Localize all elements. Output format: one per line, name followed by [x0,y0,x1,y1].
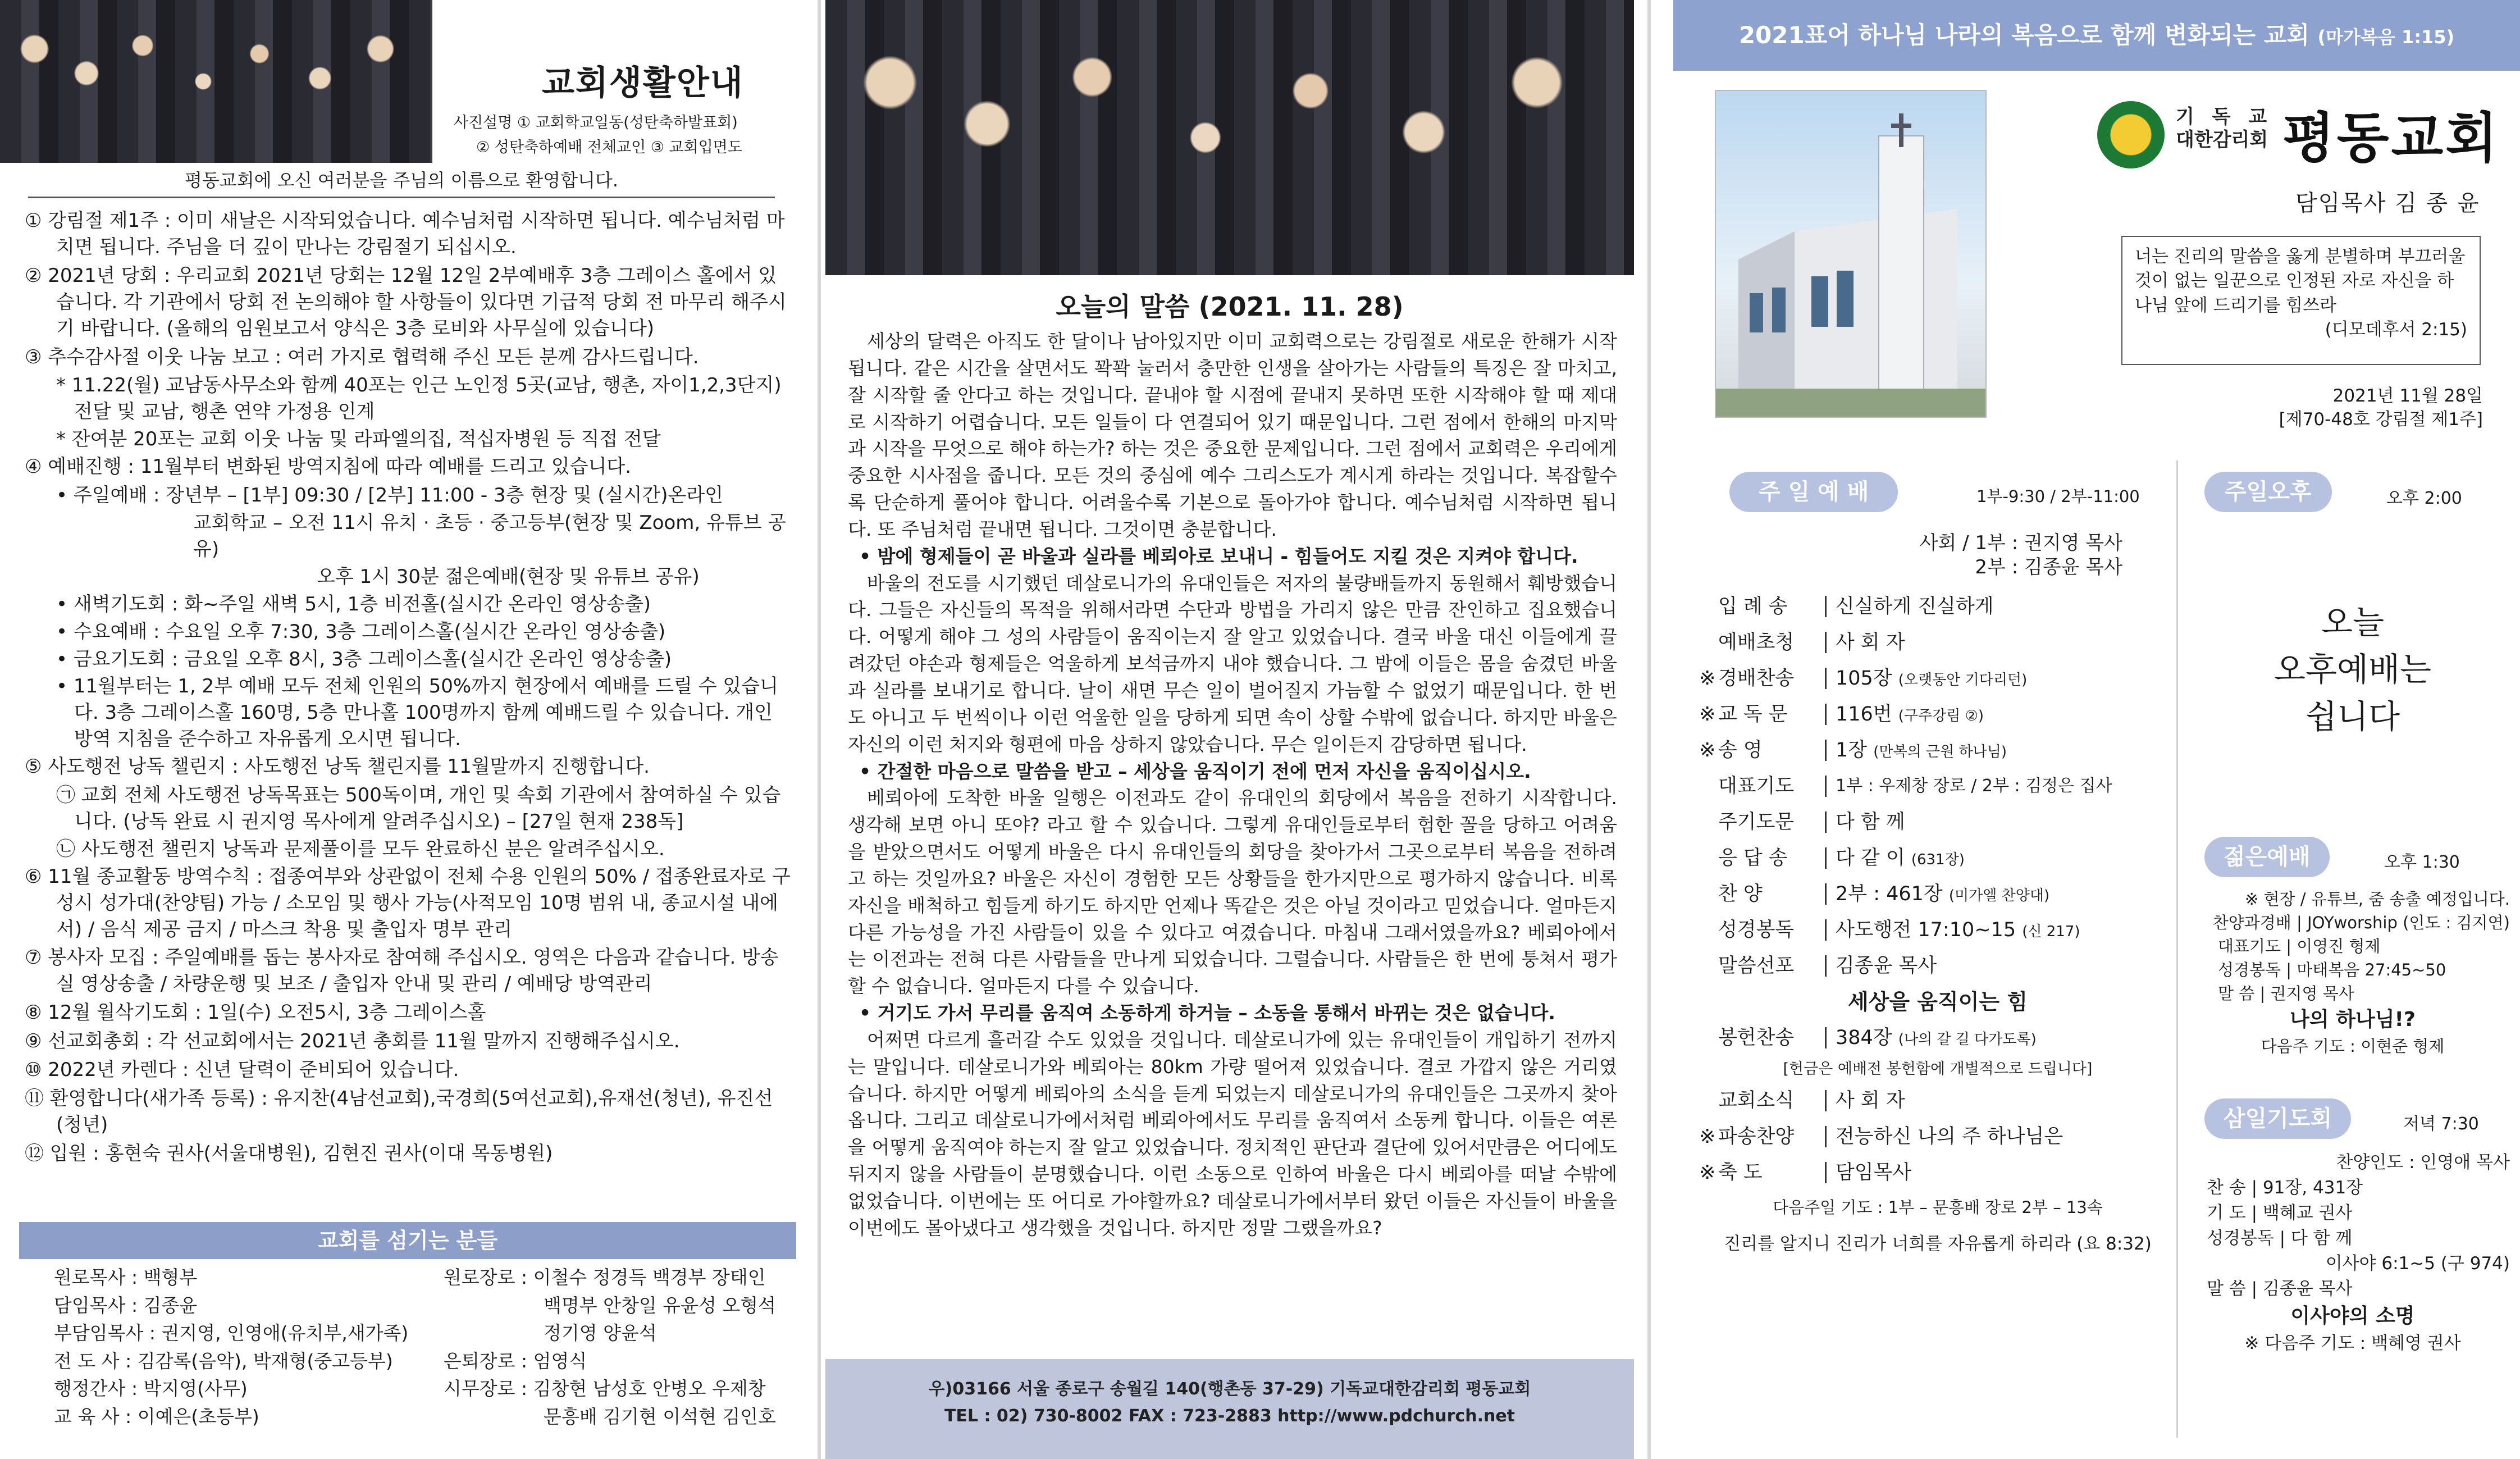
young-line: 대표기도 | 이영진 형제 [2218,937,2381,956]
worship-order-row: 예배초청 사 회 자 [1718,631,1905,654]
staff-line: 문흥배 김기현 이석현 김인호 [544,1405,777,1428]
wed-line: 이사야 6:1~5 (구 974) [2325,1253,2510,1274]
notice-worship-wednesday: • 수요예배 : 수요일 오후 7:30, 3층 그레이스홀(실시간 온라인 영상송출) [56,620,666,643]
sermon-column [825,0,1634,1459]
notice-worship-school: 교회학교 – 오전 11시 유치 · 초등 · 중고등부(현장 및 Zoom, 유튜브 공유) [193,511,787,560]
worship-order-column [1673,0,2520,1459]
wednesday-prayer-pill: 삼일기도회 [2204,1098,2351,1139]
notice-quarantine-rules: ⑥ 11월 종교활동 방역수칙 : 접종여부와 상관없이 전체 수용 인원의 50% / 접종완료자로 구성시 성가대(찬양팀) 가능 / 소모임 및 행사 가능(사적모임 10명 범위 내, 종교시설 내에서) / 음식 제공 금지 / 마스크 착용 및 출입자 명부 관리 [25,865,791,941]
wed-line: 찬양인도 : 인영애 목사 [2336,1152,2510,1173]
church-address-footer [825,1359,1634,1459]
worship-order-row: 찬 양 2부 : 461장 (미가엘 찬양대) [1718,882,2050,905]
staff-line: 전 도 사 : 김감록(음악), 박재형(중고등부) [54,1349,393,1372]
notice-thanksgiving: ③ 추수감사절 이웃 나눔 보고 : 여러 가지로 협력해 주신 모든 분께 감사드립니다. [25,345,699,368]
sunday-afternoon-time: 오후 2:00 [2386,489,2462,508]
young-worship-details [2195,887,2510,1058]
offering-note: [헌금은 예배전 봉헌함에 개별적으로 드립니다] [1783,1060,2093,1078]
wednesday-prayer-time: 저녁 7:30 [2403,1114,2479,1134]
worship-order-row: ※ 교 독 문 116번 (구주강림 ②) [1699,703,1984,726]
young-line: 말 씀 | 권지영 목사 [2218,984,2354,1004]
methodist-logo-icon [2097,101,2165,168]
notice-volunteers: ⑦ 봉사자 모집 : 주일예배를 돕는 봉사자로 참여해 주십시오. 영역은 다음과 같습니다. 방송실 영상송출 / 차량운행 및 보조 / 출입자 안내 및 관리 / 예배당 방역관리 [25,946,779,996]
notice-acts-goal: ㉠ 교회 전체 사도행전 낭독목표는 500독이며, 개인 및 속회 기관에서 참여하실 수 있습니다. (낭독 완료 시 권지영 목사에게 알려주십시오) – [27일 현재 238독] [56,784,781,833]
sermon-paragraph: 바울의 전도를 시기했던 데살로니가의 유대인들은 저자의 불량배들까지 동원해서 훼방했습니다. 그들은 자신들의 목적을 위해서라면 수단과 방법을 가리지 않은 만큼 잔인하고 집요했습니다. 어떻게 해야 그 성의 사람들이 움직이는지 잘 알고 있었습니다. 결국 바울 대신 이들에게 끌려갔던 야손과 형제들은 억울하게 보석금까지 내야 했습니다. 그 밤에 이들은 몸을 숨겼던 바울과 실라를 보내기로 합니다. 날이 새면 무슨 일이 벌어질지 가늠할 수 없었기 때문입니다. 한 번도 아니고 두 번씩이나 이런 억울한 일을 당하게 되면 속이 상할 수밖에 없습니다. 하지만 바울은 자신의 이런 처지와 형편에 마음 상하지 않았습니다. 무슨 일이든지 감당하면 됩니다. [848,572,1617,755]
worship-order-row: 입 례 송 신실하게 진실하게 [1718,595,1994,618]
staff-line: 교 육 사 : 이예은(초등부) [54,1405,259,1428]
welcome-message: 평동교회에 오신 여러분을 주님의 이름으로 환영합니다. [28,166,775,198]
staff-line: 정기영 양윤석 [544,1322,657,1344]
sermon-title: 오늘의 말씀 (2021. 11. 28) [1056,291,1404,322]
bottom-verse: 진리를 알지니 진리가 너희를 자유롭게 하리라 (요 8:32) [1724,1234,2152,1254]
worship-order-row: ※ 파송찬양 전능하신 나의 주 하나님은 [1699,1125,2064,1148]
wed-sermon-title: 이사야의 소명 [2290,1304,2415,1328]
worship-order-row: ※ 경배찬송 105장 (오랫동안 기다리던) [1699,667,2028,690]
staff-line: 원로목사 : 백형부 [54,1266,198,1288]
sermon-paragraph: 어쩌면 다르게 흘러갈 수도 있었을 것입니다. 데살로니가에 있는 유대인들이 개입하기 전까지는 말입니다. 데살로니가와 베뢰아는 80km 가량 떨어져 있었습니다. 결코 가깝지 않은 거리였습니다. 하지만 어떻게 베뢰아의 소식을 듣게 되었는지 데살로니가의 유대인들은 그곳까지 찾아옵니다. 그리고 데살로니가에서처럼 베뢰아에서도 무리를 움직여서 소동케 합니다. 이들은 여론을 어떻게 움직여야 하는지 잘 알고 있었습니다. 정치적인 판단과 결단에 있어서만큼은 어디에도 뒤지지 않을 사람들이 분명했습니다. 이런 소동으로 인하여 바울은 다시 베뢰아를 떠날 수밖에 없었습니다. 이번에는 또 어디로 가야할까요? 데살로니가에서부터 왔던 이들은 자신들이 바울을 이번에도 몰아냈다고 생각했을 것입니다. 하지만 정말 그랬을까요? [848,1028,1617,1239]
notice-worship-young: 오후 1시 30분 젊은예배(현장 및 유튜브 공유) [317,565,700,588]
staff-line: 행정간사 : 박지영(사무) [54,1378,248,1399]
staff-list-right [444,1264,776,1430]
young-line: 성경봉독 | 마태복음 27:45~50 [2218,960,2446,980]
worship-order-row: 성경봉독 사도행전 17:10~15 (신 217) [1718,918,2080,941]
worship-order-row: ※ 축 도 담임목사 [1699,1161,1912,1184]
young-worship-pill: 젊은예배 [2204,837,2330,877]
afternoon-msg-line: 오후예배는 [2274,650,2432,689]
sermon-paragraph: 베뢰아에 도착한 바울 일행은 이전과도 같이 유대인의 회당에서 복음을 전하기 시작합니다. 생각해 보면 아니 또야? 라고 할 수 있습니다. 그렇게 유대인들로부터 험한 꼴을 당하고 어려움을 받았으면서도 어떻게 바울은 다시 유대인들의 회당을 찾아가서 그곳으로부터 복음을 전하려고 하는 것일까요? 바울은 자신이 경험한 모든 상황들을 한가지만으로 평가하지 않습니다. 비록 자신을 배척하고 힘들게 하기도 하지만 언제나 똑같은 것은 아닐 것이라고 믿었습니다. 얼마든지 다른 가능성을 가진 사람들이 있을 수 있다고 여겼습니다. 마침내 그래서였을까요? 베뢰아에서는 이전과는 전혀 다른 사람들을 만나게 되었습니다. 그럴습니다. 사람들은 한 번에 퉁쳐서 평가할 수 없습니다. 얼마든지 다를 수 있습니다. [848,787,1617,997]
servers-heading: 교회를 섬기는 분들 [19,1222,796,1259]
sermon-title-label: 세상을 움직이는 힘 [1847,990,2028,1014]
afternoon-cancel-notice [2195,599,2510,740]
wed-line: 찬 송 | 91장, 431장 [2207,1177,2363,1198]
young-worship-time: 오후 1:30 [2384,852,2460,872]
sermon-body [848,328,1617,1242]
notice-worship-friday: • 금요기도회 : 금요일 오후 8시, 3층 그레이스홀(실시간 온라인 영상송출) [56,648,672,671]
notice-hospital: ⑫ 입원 : 홍현숙 권사(서울대병원), 김현진 권사(이대 목동병원) [25,1142,553,1165]
column-inner-divider [2176,461,2178,1438]
worship-order-row: 대표기도 1부 : 우제창 장로 / 2부 : 김정은 집사 [1718,774,2112,797]
sermon-heading: • 밤에 형제들이 곧 바울과 실라를 베뢰아로 보내니 - 힘들어도 지킬 것은 지켜야 합니다. [859,545,1578,567]
staff-line: 담임목사 : 김종윤 [54,1294,198,1316]
sunday-worship-pill: 주 일 예 배 [1729,472,1898,512]
notice-thanksgiving-detail2: * 잔여분 20포는 교회 이웃 나눔 및 라파엘의집, 적십자병원 등 직접 전달 [56,428,661,451]
church-building-icon [1716,91,1985,417]
notice-acts-challenge: ⑤ 사도행전 낭독 챌린지 : 사도행전 낭독 챌린지를 11월말까지 진행합니다. [25,755,650,778]
young-sermon-title: 나의 하나님!? [2290,1008,2416,1032]
sermon-heading: • 거기도 가서 무리를 움직여 소동하게 하거늘 – 소동을 통해서 바뀌는 것은 없습니다. [859,1002,1555,1024]
contact-line: TEL : 02) 730-8002 FAX : 723-2883 http://www.pdchurch.net [944,1406,1515,1426]
photo-caption-line2: ② 성탄축하예배 전체교인 ③ 교회입면도 [476,139,742,156]
theme-verse-box [2121,236,2481,365]
notice-monthly-prayer: ⑧ 12월 월삭기도회 : 1일(수) 오전5시, 3층 그레이스홀 [25,1001,486,1024]
notice-worship-capacity: • 11월부터는 1, 2부 예배 모두 전체 인원의 50%까지 현장에서 예배를 드릴 수 있습니다. 3층 그레이스홀 160명, 5층 만나홀 100명까지 함께 예배드릴 수 있습니다. 개인 방역 지침을 준수하고 자유롭게 오시면 됩니다. [56,675,778,751]
motto-reference: (마가복음 1:15) [2317,26,2455,48]
worship-order-row: 주기도문 다 함 께 [1718,810,1905,833]
denomination-label [2176,106,2272,152]
address-line: 우)03166 서울 종로구 송월길 140(행촌동 37-29) 기독교대한감리회 평동교회 [928,1379,1531,1399]
motto-banner [1673,0,2520,71]
date-line: 2021년 11월 28일 [2332,386,2483,406]
worship-order-row: 말씀선포 김종윤 목사 [1718,954,1937,977]
issue-line: [제70-48호 강림절 제1주] [2279,409,2483,430]
staff-line: 원로장로 : 이철수 정경득 백경부 장태인 [444,1266,766,1288]
notice-new-members: ⑪ 환영합니다(새가족 등록) : 유지찬(4남선교회),국경희(5여선교회),유재선(청년), 유진선(청년) [25,1087,773,1136]
sermon-paragraph: 세상의 달력은 아직도 한 달이나 남아있지만 이미 교회력으로는 강림절로 새로운 한해가 시작됩니다. 같은 시간을 살면서도 꽉꽉 눌러서 충만한 인생을 살아가는 사람들의 특징은 잘 마치고, 잘 시작할 줄 안다고 하는 것입니다. 끝내야 할 시점에 끝내지 못하면 또한 시작해야 할 때 제대로 시작하기 어렵습니다. 모든 일들이 다 연결되어 있기 때문입니다. 그런 점에서 한해의 마지막과 시작을 무엇으로 해야 하는가? 하는 것은 중요한 문제입니다. 그런 점에서 교회력은 우리에게 중요한 시사점을 줍니다. 모든 것의 중심에 예수 그리스도가 계시게 하라는 것입니다. 복잡할수록 단순하게 풀어야 합니다. 어려울수록 기본으로 돌아가야 합니다. 예수님처럼 시작하면 됩니다. 또 주님처럼 끝내면 됩니다. 그것이면 충분합니다. [848,330,1617,540]
column-divider [1647,0,1651,1459]
notice-list [25,208,794,1169]
notice-acts-complete: ㉡ 사도행전 챌린지 낭독과 문제풀이를 모두 완료하신 분은 알려주십시오. [56,837,665,860]
photo-caption-line1: 사진설명 ① 교회학교일동(성탄축하발표회) [454,114,738,131]
afternoon-msg-line: 쉽니다 [2305,697,2400,736]
church-building-illustration [1715,90,1987,418]
wed-next-prayer: ※ 다음주 기도 : 백혜영 권사 [2244,1333,2461,1353]
staff-list-left [54,1264,408,1430]
christmas-worship-photo [825,0,1634,275]
young-next-prayer: 다음주 기도 : 이현준 형제 [2261,1037,2445,1056]
church-name: 평동교회 [2282,107,2500,170]
worship-order-row: ※ 송 영 1장 (만복의 근원 하나님) [1699,738,2007,762]
church-school-photo [0,0,432,163]
staff-line: 시무장로 : 김창현 남성호 안병오 우제창 [444,1378,766,1399]
staff-line: 부담임목사 : 권지영, 인영애(유치부,새가족) [54,1322,409,1344]
motto-text: 2021표어 하나님 나라의 복음으로 함께 변화되는 교회 [1738,21,2309,49]
young-line: ※ 현장 / 유튜브, 줌 송출 예정입니다. [2245,890,2510,909]
bulletin-date [2279,385,2483,432]
theme-verse-reference: (디모데후서 2:15) [2325,320,2467,340]
afternoon-msg-line: 오늘 [2321,603,2385,641]
church-life-title: 교회생활안내 [542,63,744,103]
worship-order-row: 교회소식 사 회 자 [1718,1089,1905,1112]
notice-advent: ① 강림절 제1주 : 이미 새날은 시작되었습니다. 예수님처럼 시작하면 됩니다. 예수님처럼 마치면 됩니다. 주님을 더 깊이 만나는 강림절기 되십시오. [25,209,785,258]
young-line: 찬양과경배 | JOYworship (인도 : 김지연) [2212,913,2510,933]
wed-line: 말 씀 | 김종윤 목사 [2207,1278,2353,1299]
notice-worship-sunday: • 주일예배 : 장년부 – [1부] 09:30 / [2부] 11:00 - 3층 현장 및 (실시간)온라인 [56,484,724,507]
offering-row: 봉헌찬송 384장 (나의 갈 길 다가도록) [1718,1026,2037,1049]
notice-worship: ④ 예배진행 : 11월부터 변화된 방역지침에 따라 예배를 드리고 있습니다. [25,455,632,478]
next-sunday-prayer: 다음주일 기도 : 1부 – 문흥배 장로 2부 – 13속 [1773,1198,2103,1217]
wed-line: 기 도 | 백혜교 권사 [2207,1202,2353,1223]
worship-order-row: 응 답 송 다 같 이 (631장) [1718,846,1965,869]
column-divider [818,0,821,1459]
theme-verse-text: 너는 진리의 말씀을 옳게 분별하며 부끄러울 것이 없는 일꾼으로 인정된 자로 자신을 하나님 앞에 드리기를 힘쓰라 [2135,247,2466,316]
notice-thanksgiving-detail1: * 11.22(월) 교남동사무소와 함께 40포는 인근 노인정 5곳(교남, 행촌, 자이1,2,3단지) 전달 및 교남, 행촌 연약 가정용 인계 [56,374,782,423]
presider-line: 2부 : 김종윤 목사 [1975,555,2122,578]
sermon-heading: • 간절한 마음으로 말씀을 받고 – 세상을 움직이기 전에 먼저 자신을 움직이십시오. [859,760,1531,782]
presider-info [1909,531,2122,579]
wednesday-prayer-details [2195,1150,2510,1356]
staff-line: 은퇴장로 : 엄영식 [444,1349,587,1372]
staff-line: 백명부 안창일 유윤성 오형석 [544,1294,777,1316]
denomination-line2: 대한감리회 [2176,128,2268,151]
church-life-column [0,0,815,1459]
notice-mission-assembly: ⑨ 선교회총회 : 각 선교회에서는 2021년 총회를 11월 말까지 진행해주십시오. [25,1030,680,1053]
presider-line: 사회 / 1부 : 권지영 목사 [1919,532,2122,554]
notice-session: ② 2021년 당회 : 우리교회 2021년 당회는 12월 12일 2부예배후 3층 그레이스 홀에서 있습니다. 각 기관에서 당회 전 논의해야 할 사항들이 있다면 기급적 당회 전 마무리 해주시기 바랍니다. (올해의 임원보고서 양식은 3층 로비와 사무실에 있습니다) [25,264,787,340]
worship-order-list [1699,589,2176,1264]
notice-worship-dawn: • 새벽기도회 : 화~주일 새벽 5시, 1층 비전홀(실시간 온라인 영상송출) [56,592,651,615]
senior-pastor: 담임목사 김 종 윤 [2295,190,2480,216]
sunday-worship-time: 1부-9:30 / 2부-11:00 [1976,487,2140,506]
wed-line: 성경봉독 | 다 함 께 [2207,1228,2353,1248]
denomination-line1: 기 독 교 [2176,106,2273,128]
sunday-afternoon-pill: 주일오후 [2204,472,2332,512]
notice-calendar: ⑩ 2022년 카렌다 : 신년 달력이 준비되어 있습니다. [25,1059,459,1082]
